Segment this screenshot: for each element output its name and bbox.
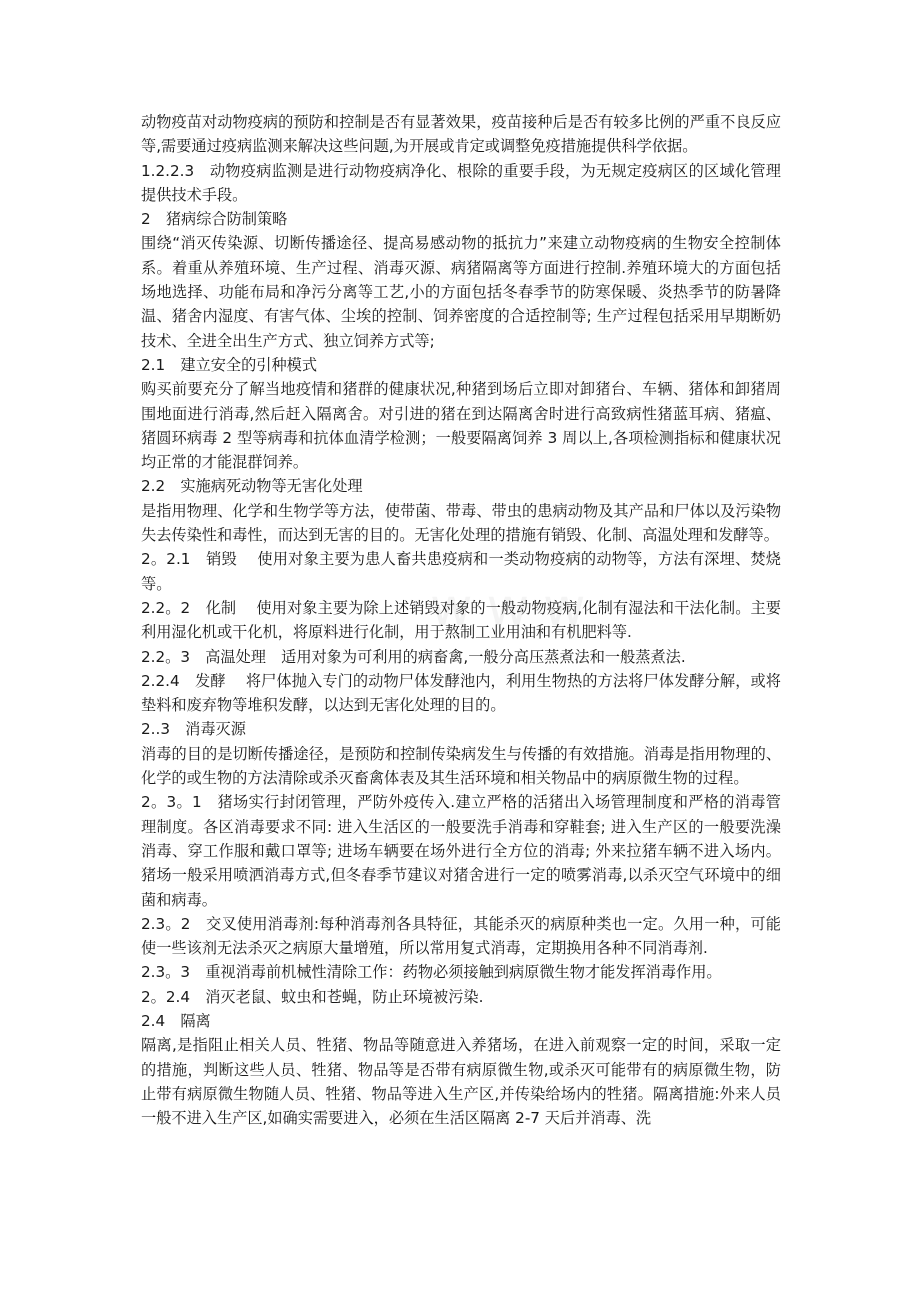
paragraph-biosecurity: 围绕“消灭传染源、切断传播途径、提高易感动物的抵抗力”来建立动物疫病的生物安全控制体系。着重从养殖环境、生产过程、消毒灭源、病猪隔离等方面进行控制.养殖环境大的方面包括场地选择、功能布局和净污分离等工艺,小的方面包括冬春季节的防寒保暖、炎热季节的防暑降温、猪舍内湿度、有害气体、尘埃的控制、饲养密度的合适控制等; 生产过程包括采用早期断奶技术、全进全出生产方式、独立饲养方式等;	[141, 234, 781, 350]
paragraph-2-3-2: 2.3。2 交叉使用消毒剂:每种消毒剂各具特征，其能杀灭的病原种类也一定。久用一种，可能使一些该剂无法杀灭之病原大量增殖，所以常用复式消毒，定期换用各种不同消毒剂.	[141, 914, 781, 958]
paragraph-2-3-3: 2.3。3 重视消毒前机械性清除工作：药物必须接触到病原微生物才能发挥消毒作用。	[141, 963, 722, 982]
paragraph-2-2-1: 2。2.1 销毁 使用对象主要为患人畜共患疫病和一类动物疫病的动物等，方法有深埋、焚烧等。	[141, 550, 781, 593]
paragraph-harmless-treatment: 是指用物理、化学和生物学等方法，使带菌、带毒、带虫的患病动物及其产品和尸体以及污染物失去传染性和毒性，而达到无害的目的。无害化处理的措施有销毁、化制、高温处理和发酵等。	[141, 501, 781, 545]
section-heading-2-4: 2.4 隔离	[141, 1011, 211, 1030]
document-body	[141, 110, 781, 1130]
section-heading-2-2: 2.2 实施病死动物等无害化处理	[141, 477, 363, 496]
paragraph-introduction: 购买前要充分了解当地疫情和猪群的健康状况,种猪到场后立即对卸猪台、车辆、猪体和卸猪周围地面进行消毒,然后赶入隔离舍。对引进的猪在到达隔离舍时进行高致病性猪蓝耳病、猪瘟、猪圆环病毒 2 型等病毒和抗体血清学检测；一般要隔离饲养 3 周以上,各项检测指标和健康状况均正常的才能混群饲养。	[141, 380, 781, 472]
paragraph-disinfection: 消毒的目的是切断传播途径，是预防和控制传染病发生与传播的有效措施。消毒是指用物理的、化学的或生物的方法清除或杀灭畜禽体表及其生活环境和相关物品中的病原微生物的过程。	[141, 744, 781, 788]
section-heading-2-1: 2.1 建立安全的引种模式	[141, 355, 318, 374]
paragraph-1-2-2-3: 1.2.2.3 动物疫病监测是进行动物疫病净化、根除的重要手段，为无规定疫病区的区域化管理提供技术手段。	[141, 161, 781, 204]
paragraph-vaccine-effect: 动物疫苗对动物疫病的预防和控制是否有显著效果，疫苗接种后是否有较多比例的严重不良反应等,需要通过疫病监测来解决这些问题,为开展或肯定或调整免疫措施提供科学依据。	[141, 113, 781, 156]
paragraph-2-2-2: 2.2。2 化制 使用对象主要为除上述销毁对象的一般动物疫病,化制有湿法和干法化制。主要利用湿化机或干化机，将原料进行化制，用于熬制工业用油和有机肥料等.	[141, 598, 781, 642]
paragraph-2-2-4: 2.2.4 发酵 将尸体抛入专门的动物尸体发酵池内，利用生物热的方法将尸体发酵分解，或将垫料和废弃物等堆积发酵，以达到无害化处理的目的。	[141, 671, 781, 715]
paragraph-2-2-3: 2.2。3 高温处理 适用对象为可利用的病畜禽,一般分高压蒸煮法和一般蒸煮法.	[141, 647, 686, 666]
paragraph-2-2-4-pests: 2。2.4 消灭老鼠、蚊虫和苍蝇，防止环境被污染.	[141, 987, 484, 1006]
paragraph-isolation: 隔离,是指阻止相关人员、牲猪、物品等随意进入养猪场，在进入前观察一定的时间，采取一定的措施，判断这些人员、牲猪、物品等是否带有病原微生物,或杀灭可能带有的病原微生物，防止带有病原微生物随人员、牲猪、物品等进入生产区,并传染给场内的牲猪。隔离措施:外来人员一般不进入生产区,如确实需要进入，必须在生活区隔离 2-7 天后并消毒、洗	[141, 1036, 781, 1128]
paragraph-2-3-1: 2。3。1 猪场实行封闭管理，严防外疫传入.建立严格的活猪出入场管理制度和严格的消毒管理制度。各区消毒要求不同: 进入生活区的一般要洗手消毒和穿鞋套; 进入生产区的一般要洗澡消毒、穿工作服和戴口罩等; 进场车辆要在场外进行全方位的消毒; 外来拉猪车辆不进入场内。猪场一般采用喷洒消毒方式,但冬春季节建议对猪舍进行一定的喷雾消毒,以杀灭空气环境中的细菌和病毒。	[141, 793, 781, 909]
section-heading-2-3: 2..3 消毒灭源	[141, 720, 246, 739]
section-heading-2: 2 猪病综合防制策略	[141, 210, 288, 229]
